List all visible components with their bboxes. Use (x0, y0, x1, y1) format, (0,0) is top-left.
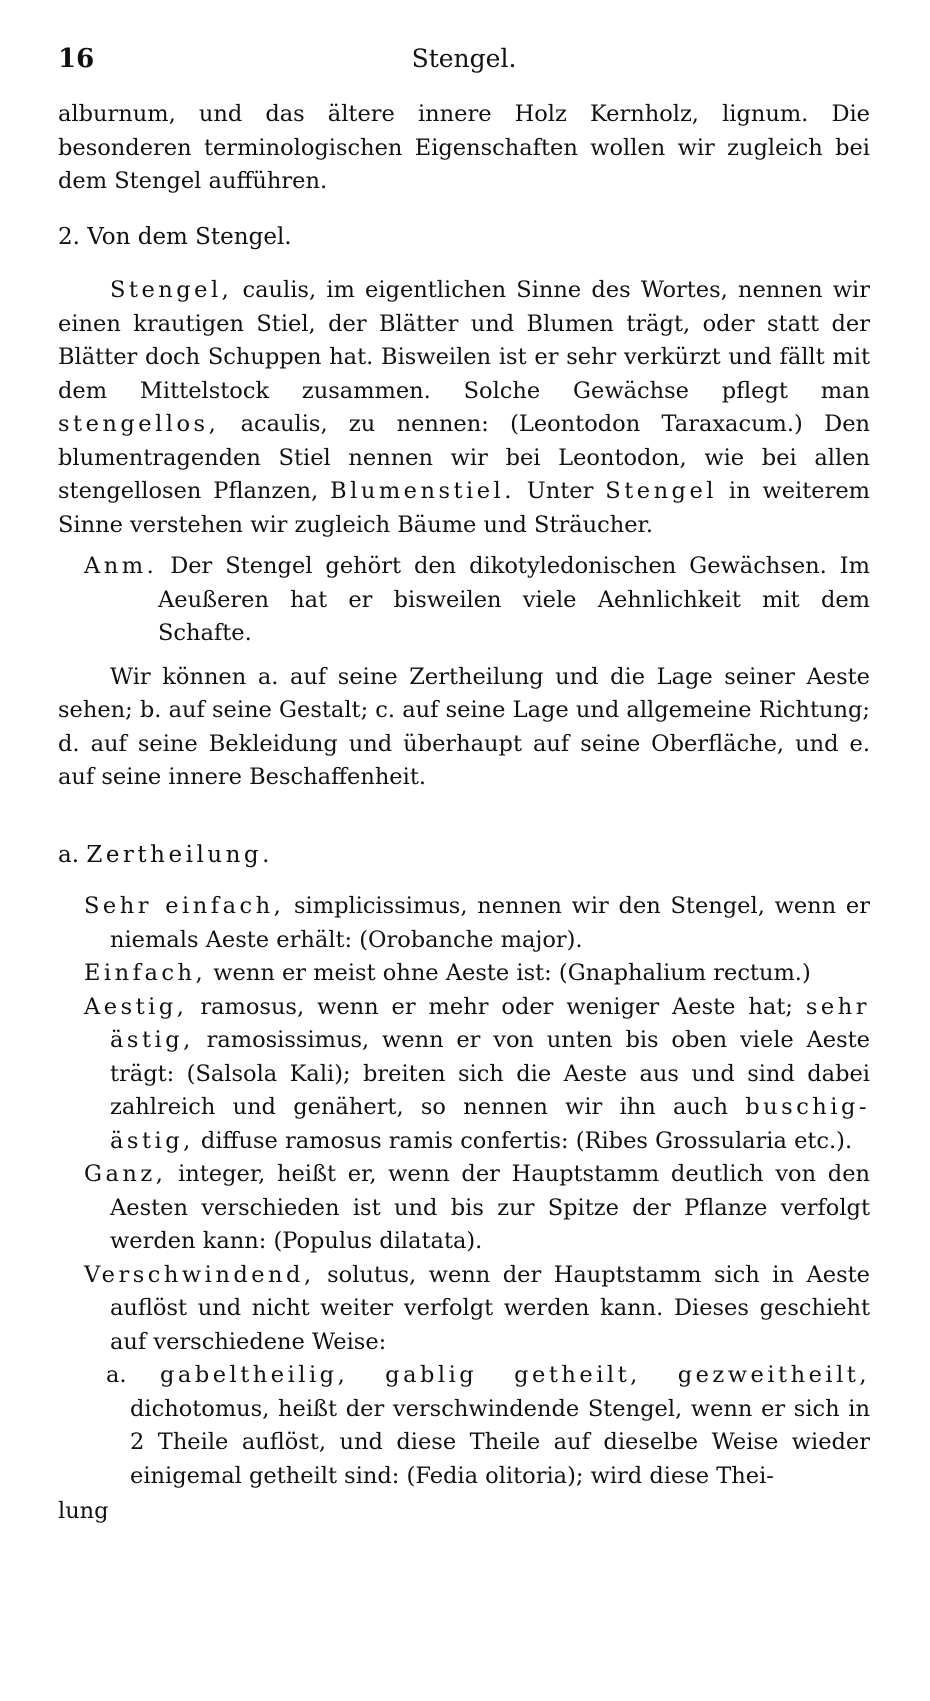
entry-text: ramosus, wenn er mehr oder weniger Aeste hat; (187, 993, 806, 1020)
entry-term: Sehr einfach, (84, 893, 285, 919)
entry-term: Einfach, (84, 960, 207, 986)
entry-text: ramosissimus, wenn er von unten bis oben viele Aeste trägt: (Salsola Kali); breiten sich die Aeste aus und sind dabei zahlreich und genähert, so nennen wir ihn auch (110, 1027, 870, 1120)
note-text: Der Stengel gehört den dikotyledonischen Gewächsen. Im Aeußeren hat er bisweilen viele Aehnlichkeit mit dem Schafte. (157, 553, 870, 646)
entry-verschwindend (58, 1259, 870, 1360)
page-number: 16 (58, 44, 95, 74)
overview-paragraph: Wir können a. auf seine Zertheilung und die Lage seiner Aeste sehen; b. auf seine Gestalt; c. auf seine Lage und allgemeine Richtung; d. auf seine Bekleidung und überhaupt auf seine Oberfläche, und e. auf seine innere Beschaffenheit. (58, 663, 870, 790)
term-stengel-2: Stengel (605, 478, 717, 504)
sub-entry-text: dichotomus, heißt der verschwindende Stengel, wenn er sich in 2 Theile auflöst, und diese Theile auf dieselbe Weise wieder einigemal getheilt sind: (Fedia olitoria); wird diese Thei- (130, 1395, 870, 1489)
definition-paragraph (58, 274, 870, 542)
definition-text-2: acaulis, zu nennen: (Leontodon Taraxacum.) Den blumentragenden Stiel nennen wir bei Leontodon, wie bei allen stengellosen Pflanzen, (58, 411, 870, 504)
sub-entry-gabeltheilig (58, 1359, 870, 1493)
note-paragraph (58, 550, 870, 651)
section-heading: 2. Von dem Stengel. (58, 223, 292, 250)
sub-entry-letter: a. (106, 1362, 127, 1388)
entry-text: integer, heißt er, wenn der Hauptstamm deutlich von den Aesten verschieden ist und bis zur Spitze der Pflanze verfolgt werden kann: (Populus dilatata). (110, 1161, 870, 1254)
catchword: lung (58, 1498, 109, 1524)
entry-text: solutus, wenn der Hauptstamm sich in Aeste auflöst und nicht weiter verfolgt werden kann. Dieses geschieht auf verschiedene Weise: (110, 1261, 870, 1355)
entry-ganz (58, 1158, 870, 1259)
entry-term: Aestig, (84, 993, 188, 1020)
subsection-title: Zertheilung. (86, 841, 273, 868)
entry-einfach (58, 957, 870, 991)
subsection-heading (58, 839, 870, 873)
definition-text-4: in weiterem Sinne verstehen wir zugleich Bäume und Sträucher. (58, 478, 871, 538)
entry-sehr-einfach (58, 890, 870, 957)
sub-entry-term: gabeltheilig, gablig getheilt, gezweitheilt, (160, 1362, 870, 1388)
definition-text-1: caulis, im eigentlichen Sinne des Wortes, nennen wir einen krautigen Stiel, der Blätter und Blumen trägt, oder statt der Blätter doch Schuppen hat. Bisweilen ist er sehr verkürzt und fällt mit dem Mittelstock zusammen. Solche Gewächse pflegt man (58, 277, 870, 404)
term-stengellos: stengellos, (58, 411, 220, 437)
entry-text: simplicissimus, nennen wir den Stengel, wenn er niemals Aeste erhält: (Orobanche major). (110, 893, 870, 953)
running-title: Stengel. (411, 44, 517, 73)
term-blumenstiel: Blumenstiel. (330, 478, 515, 504)
continuation-paragraph: alburnum, und das ältere innere Holz Kernholz, lignum. Die besonderen terminologischen Eigenschaften wollen wir zugleich bei dem Stengel aufführen. (58, 101, 870, 194)
term-stengel: Stengel, (110, 277, 233, 303)
definition-text-3: Unter (514, 478, 606, 504)
entry-text: wenn er meist ohne Aeste ist: (Gnaphalium rectum.) (206, 960, 811, 986)
entry-aestig (58, 991, 870, 1159)
entry-term: Ganz, (84, 1161, 167, 1187)
entry-text: diffuse ramosus ramis confertis: (Ribes Grossularia etc.). (193, 1127, 853, 1154)
entry-term-sehr-aestig: sehr ästig, (110, 993, 870, 1053)
entry-term: Verschwindend, (84, 1261, 315, 1288)
subsection-letter: a. (58, 841, 80, 868)
running-head (58, 40, 870, 80)
entry-term-buschig-aestig: buschig-ästig, (110, 1094, 870, 1154)
note-label: Anm. (84, 553, 158, 579)
